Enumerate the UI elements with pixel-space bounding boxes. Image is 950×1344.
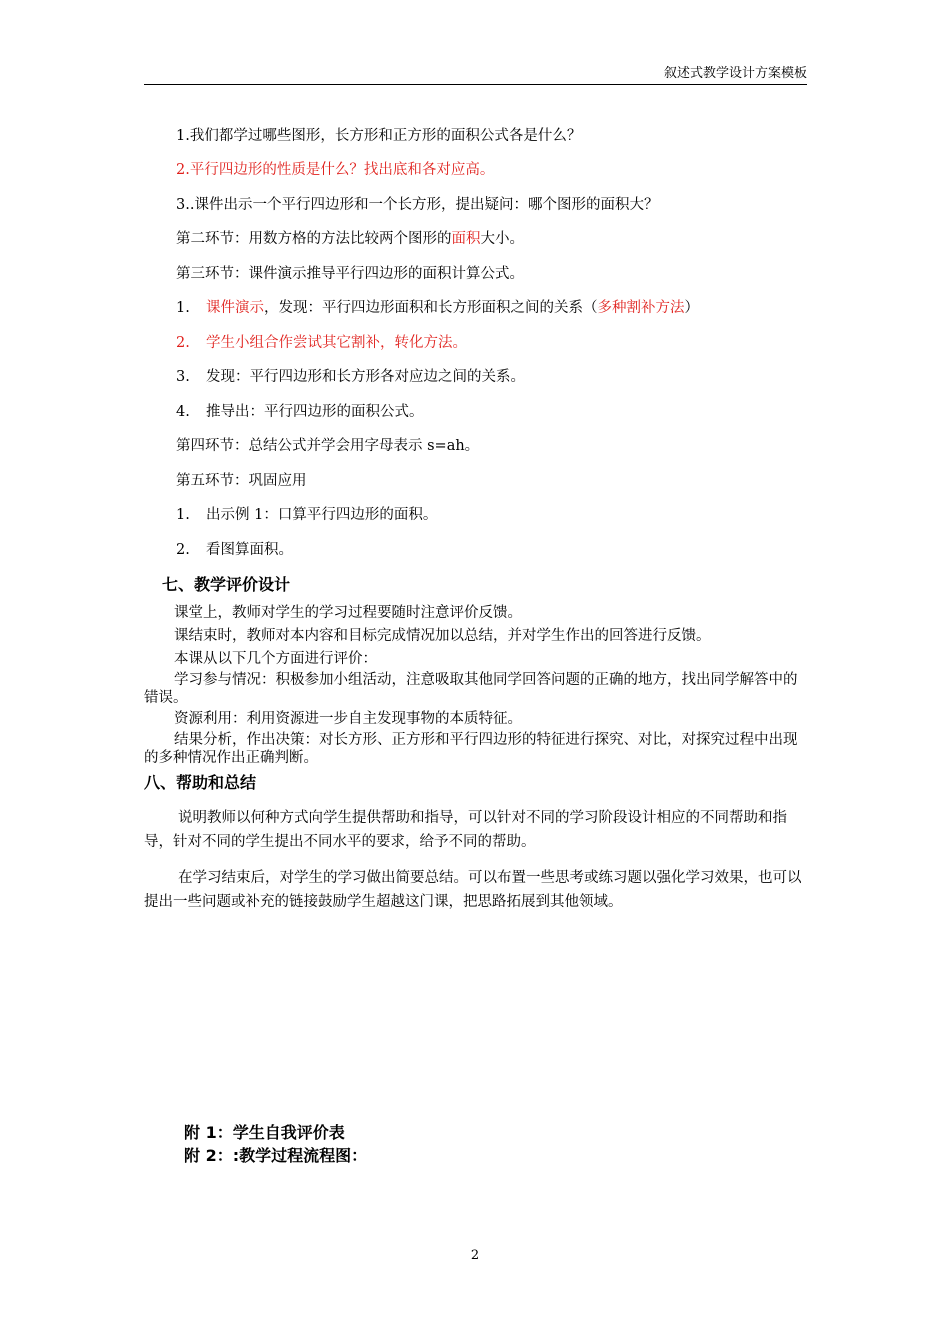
section-7-line-1: 课堂上，教师对学生的学习过程要随时注意评价反馈。 xyxy=(174,605,522,621)
intro-question-3: 3..课件出示一个平行四边形和一个长方形，提出疑问：哪个图形的面积大？ xyxy=(176,197,659,213)
link-3-item-3 xyxy=(176,368,525,386)
section-7-line-5: 资源利用：利用资源进一步自主发现事物的本质特征。 xyxy=(174,711,522,727)
section-7-line-6: 结果分析，作出决策：对长方形、正方形和平行四边形的特征进行探究、对比，对探究过程中出现的多种情况作出正确判断。 xyxy=(144,732,798,766)
item-text: 看图算面积。 xyxy=(206,542,293,558)
link-3-item-2 xyxy=(176,334,467,352)
link-2-highlight: 面积 xyxy=(451,231,481,247)
appendix-2: 附 2：:教学过程流程图： xyxy=(184,1146,368,1165)
section-8-paragraph-2: 在学习结束后，对学生的学习做出简要总结。可以布置一些思考或练习题以强化学习效果，也可以提出一些问题或补充的链接鼓励学生超越这门课，把思路拓展到其他领域。 xyxy=(144,870,802,910)
appendix-1: 附 1：学生自我评价表 xyxy=(184,1123,345,1142)
intro-question-1: 1.我们都学过哪些图形，长方形和正方形的面积公式各是什么？ xyxy=(176,128,582,144)
item-number: 4. xyxy=(176,404,190,420)
item-text-highlight: 课件演示 xyxy=(206,300,264,316)
item-text: 推导出：平行四边形的面积公式。 xyxy=(206,404,424,420)
item-text: 学生小组合作尝试其它割补，转化方法。 xyxy=(206,335,467,351)
link-5-title: 第五环节：巩固应用 xyxy=(176,473,307,489)
intro-question-2: 2.平行四边形的性质是什么？找出底和各对应高。 xyxy=(176,162,495,178)
link-5-item-2 xyxy=(176,541,293,559)
section-7-line-3: 本课从以下几个方面进行评价： xyxy=(174,651,377,667)
item-number: 1. xyxy=(176,300,190,316)
link-5-item-1 xyxy=(176,506,437,524)
item-number: 2. xyxy=(176,542,190,558)
item-number: 2. xyxy=(176,335,190,351)
item-text-highlight: 多种割补方法 xyxy=(597,300,685,316)
link-2 xyxy=(176,230,524,248)
item-text: ，发现：平行四边形面积和长方形面积之间的关系（ xyxy=(264,300,598,316)
item-number: 1. xyxy=(176,507,190,523)
link-3-item-4 xyxy=(176,403,424,421)
link-3-item-1 xyxy=(176,299,699,317)
section-8-heading: 八、帮助和总结 xyxy=(144,773,257,792)
section-7-line-4: 学习参与情况：积极参加小组活动，注意吸取其他同学回答问题的正确的地方，找出同学解答中的错误。 xyxy=(144,672,798,706)
page-number: 2 xyxy=(470,1248,480,1263)
item-text: 出示例 1：口算平行四边形的面积。 xyxy=(206,507,438,523)
item-number: 3. xyxy=(176,369,190,385)
link-2-suffix: 大小。 xyxy=(480,231,524,247)
link-3-title: 第三环节：课件演示推导平行四边形的面积计算公式。 xyxy=(176,266,524,282)
item-text: ） xyxy=(684,300,699,316)
link-2-prefix: 第二环节：用数方格的方法比较两个图形的 xyxy=(176,231,452,247)
section-7-line-2: 课结束时，教师对本内容和目标完成情况加以总结，并对学生作出的回答进行反馈。 xyxy=(174,628,711,644)
section-7-heading: 七、教学评价设计 xyxy=(162,575,291,594)
link-4: 第四环节：总结公式并学会用字母表示 s=ah。 xyxy=(176,438,480,454)
page-header xyxy=(144,66,807,85)
section-8-paragraph-1: 说明教师以何种方式向学生提供帮助和指导，可以针对不同的学习阶段设计相应的不同帮助和指导，针对不同的学生提出不同水平的要求，给予不同的帮助。 xyxy=(144,810,787,850)
header-title: 叙述式教学设计方案模板 xyxy=(663,66,807,81)
item-text: 发现：平行四边形和长方形各对应边之间的关系。 xyxy=(206,369,525,385)
